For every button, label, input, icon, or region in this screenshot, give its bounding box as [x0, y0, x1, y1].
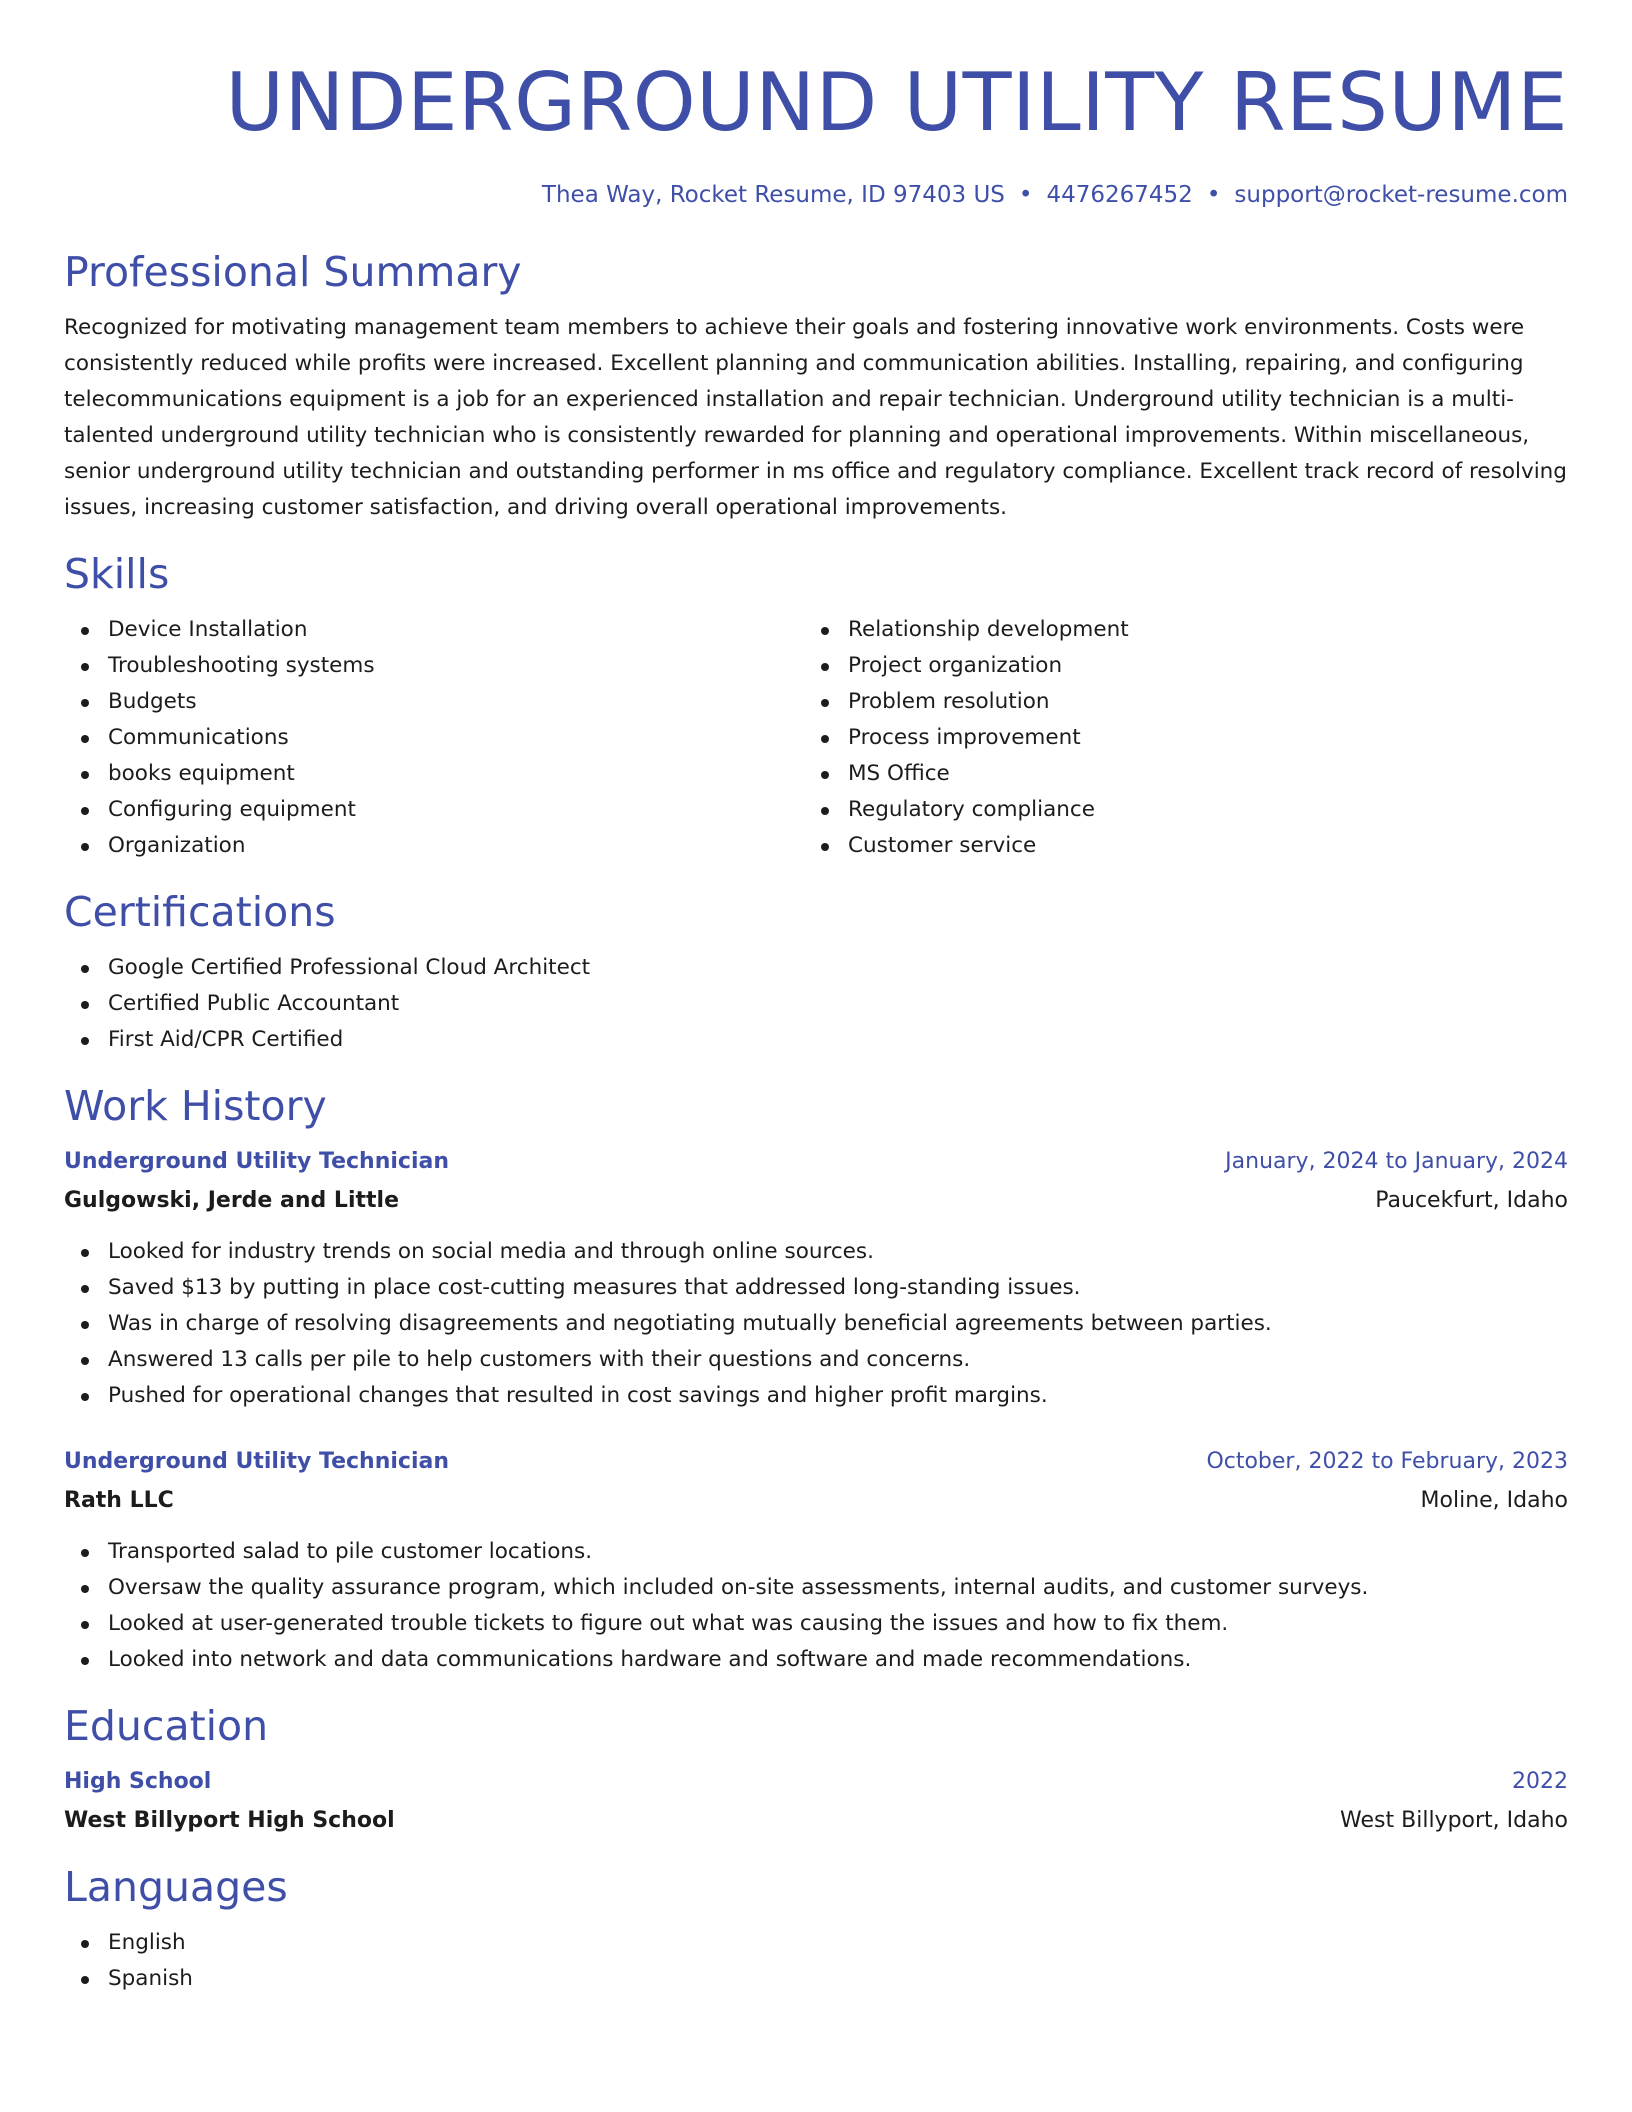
- job-location: Moline, Idaho: [1420, 1488, 1568, 1513]
- summary-text: Recognized for motivating management team members to achieve their goals and fostering innovative work environments. Costs were consistently reduced while profits were increased. Excellent planning and communication abilities. Installing, repairing, and configuring telecommunications equipment is a job for an experienced installation and repair technician. Underground utility technician is a multi-talented underground utility technician who is consistently rewarded for planning and operational improvements. Within miscellaneous, senior underground utility technician and outstanding performer in ms office and regulatory compliance. Excellent track record of resolving issues, increasing customer satisfaction, and driving overall operational improvements.: [64, 315, 1567, 520]
- job-company: Rath LLC: [64, 1488, 174, 1513]
- contact-line: [64, 180, 1568, 210]
- job-company-row: [64, 1483, 1568, 1519]
- education-school: West Billyport High School: [64, 1808, 395, 1833]
- contact-phone: 4476267452: [1046, 182, 1193, 208]
- section-title-languages: Languages: [64, 1863, 288, 1911]
- education-year: 2022: [1512, 1769, 1568, 1794]
- skill-item: MS Office: [804, 756, 1568, 792]
- education-degree: High School: [64, 1769, 212, 1794]
- certification-item: Certified Public Accountant: [64, 986, 1568, 1022]
- certification-item: First Aid/CPR Certified: [64, 1022, 1568, 1058]
- job-company-row: [64, 1183, 1568, 1219]
- section-title-work-history: Work History: [64, 1082, 327, 1130]
- job-bullet: Answered 13 calls per pile to help customers with their questions and concerns.: [64, 1342, 1568, 1378]
- job-bullets: [64, 1534, 1568, 1678]
- skill-item: Organization: [64, 828, 804, 864]
- skill-item: Troubleshooting systems: [64, 648, 804, 684]
- education-location: West Billyport, Idaho: [1340, 1808, 1568, 1833]
- skill-item: Budgets: [64, 684, 804, 720]
- skill-item: Customer service: [804, 828, 1568, 864]
- contact-email[interactable]: support@rocket-resume.com: [1234, 182, 1568, 208]
- education-degree-row: [64, 1764, 1568, 1800]
- skill-item: Relationship development: [804, 612, 1568, 648]
- work-history-section: [64, 1080, 1568, 1678]
- skill-item: Device Installation: [64, 612, 804, 648]
- job-bullet: Transported salad to pile customer locations.: [64, 1534, 1568, 1570]
- skills-left-list: [64, 612, 804, 864]
- languages-section: [64, 1861, 1568, 1997]
- certification-item: Google Certified Professional Cloud Architect: [64, 950, 1568, 986]
- job-bullets: [64, 1234, 1568, 1414]
- job-bullet: Saved $13 by putting in place cost-cutting measures that addressed long-standing issues.: [64, 1270, 1568, 1306]
- job-title-row: [64, 1144, 1568, 1180]
- section-title-skills: Skills: [64, 550, 170, 598]
- skill-item: Configuring equipment: [64, 792, 804, 828]
- skills-section: [64, 548, 1568, 864]
- job-entry: [64, 1444, 1568, 1678]
- job-dates: January, 2024 to January, 2024: [1225, 1149, 1568, 1174]
- resume-header: [64, 0, 1568, 210]
- job-title-row: [64, 1444, 1568, 1480]
- summary-section: [64, 246, 1568, 526]
- resume-name: UNDERGROUND UTILITY RESUME: [225, 56, 1568, 149]
- skills-grid: [64, 612, 1568, 864]
- language-item: Spanish: [64, 1961, 1568, 1997]
- job-bullet: Looked at user-generated trouble tickets to figure out what was causing the issues and how to fix them.: [64, 1606, 1568, 1642]
- languages-list: [64, 1925, 1568, 1997]
- certifications-section: [64, 886, 1568, 1058]
- job-title: Underground Utility Technician: [64, 1149, 450, 1174]
- education-section: [64, 1700, 1568, 1839]
- contact-separator: •: [1206, 182, 1221, 208]
- education-school-row: [64, 1803, 1568, 1839]
- job-bullet: Oversaw the quality assurance program, which included on-site assessments, internal audits, and customer surveys.: [64, 1570, 1568, 1606]
- skill-item: books equipment: [64, 756, 804, 792]
- section-title-education: Education: [64, 1702, 269, 1750]
- job-bullet: Looked for industry trends on social media and through online sources.: [64, 1234, 1568, 1270]
- skills-right-list: [804, 612, 1568, 864]
- section-title-certifications: Certifications: [64, 888, 336, 936]
- job-location: Paucekfurt, Idaho: [1375, 1188, 1568, 1213]
- job-bullet: Looked into network and data communications hardware and software and made recommendations.: [64, 1642, 1568, 1678]
- job-dates: October, 2022 to February, 2023: [1206, 1449, 1568, 1474]
- skill-item: Communications: [64, 720, 804, 756]
- skill-item: Regulatory compliance: [804, 792, 1568, 828]
- job-company: Gulgowski, Jerde and Little: [64, 1188, 399, 1213]
- certifications-list: [64, 950, 1568, 1058]
- contact-address: Thea Way, Rocket Resume, ID 97403 US: [541, 182, 1005, 208]
- skill-item: Project organization: [804, 648, 1568, 684]
- job-bullet: Pushed for operational changes that resulted in cost savings and higher profit margins.: [64, 1378, 1568, 1414]
- skill-item: Problem resolution: [804, 684, 1568, 720]
- job-entry: [64, 1144, 1568, 1414]
- skill-item: Process improvement: [804, 720, 1568, 756]
- job-bullet: Was in charge of resolving disagreements and negotiating mutually beneficial agreements between parties.: [64, 1306, 1568, 1342]
- contact-separator: •: [1018, 182, 1033, 208]
- section-title-summary: Professional Summary: [64, 248, 522, 296]
- job-title: Underground Utility Technician: [64, 1449, 450, 1474]
- language-item: English: [64, 1925, 1568, 1961]
